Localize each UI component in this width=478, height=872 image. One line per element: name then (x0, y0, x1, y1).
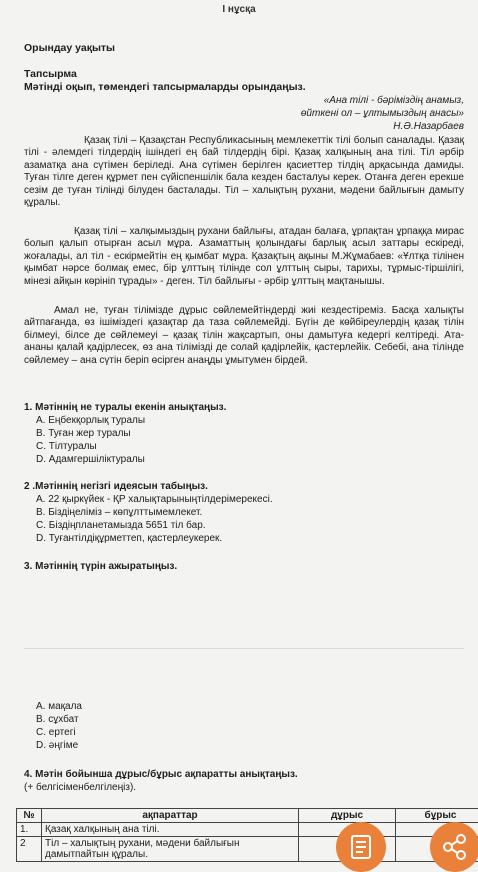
q2-option-b[interactable]: B. Біздіңеліміз – көпұлттымемлекет. (36, 507, 203, 518)
row-number: 2 (17, 837, 42, 862)
q2-option-c[interactable]: C. Біздіңпланетамызда 5651 тіл бар. (36, 520, 206, 531)
question-3-title: 3. Мәтіннің түрін ажыратыңыз. (24, 561, 178, 572)
row-statement: Тіл – халықтың рухани, мәдени байлығын дамытпайтын құралы. (42, 837, 299, 862)
col-header-statements: ақпараттар (42, 809, 299, 823)
table-row (17, 823, 478, 837)
q1-option-c[interactable]: C. Тілтуралы (36, 441, 97, 452)
table-header-row (17, 809, 478, 823)
q3-option-c[interactable]: C. ертегі (36, 727, 76, 738)
col-header-number: № (17, 809, 42, 823)
document-icon (349, 834, 373, 860)
variant-label: I нұсқа (222, 4, 256, 15)
epigraph-line-2: өйткені ол – ұлтымыздың анасы» (300, 108, 464, 119)
document-button[interactable] (336, 822, 386, 872)
epigraph-line-1: «Ана тілі - бәріміздің анамыз, (323, 95, 464, 106)
q1-option-d[interactable]: D. Адамгершіліктуралы (36, 454, 145, 465)
instruction: Мәтінді оқып, төмендегі тапсырмаларды орындаңыз. (24, 81, 306, 93)
paragraph-3: Амал не, туған тілімізде дұрыс сөйлемейтіндерді жиі кездестіреміз. Басқа халықты айтпағанда, өз ішіміздегі қазақтар да таза сөйлемейді. Бүгін де көйбіреулердің қазақ тілін білмеуі, білсе де сөйлемеуі – қазақ тілін жақсартып, оны дамытуға кедергі келтіреді. Ата-ананы қалай қадірлесек, өз ана тілімізді де солай қадірлейік, қастерлейік. Себебі, ана тілінде сөйлемеу – ана сүтін беріп өсірген анаңды ұмытумен бірдей. (24, 305, 464, 366)
time-label: Орындау уақыты (24, 42, 116, 54)
paragraph-1: Қазақ тілі – Қазақстан Республикасының мемлекеттік тілі болып саналады. Қазақ тілі - әлемдегі тілдердің ішіндегі ең бай тілдердің бірі. Қазақ халқының ана тілі. Тіл әрбір азаматқа ана сүтімен беріледі. Ана сүтімен берілген қасиеттер тілдің арқасында дамиды. Туған тілге деген құрмет пен сүйіспеншілік бала кезден басталуы керек. Отанға деген ерекше сезім де туған тілінді білуден басталады. Тіл – халықтың рухани, мәдени байлығын дамыту құралы. (24, 135, 464, 209)
task-label: Тапсырма (24, 68, 77, 80)
share-icon (441, 833, 469, 861)
col-header-true: дұрыс (299, 809, 396, 823)
q2-option-a[interactable]: A. 22 қыркүйек - ҚР халықтарыныңтілдерімерекесі. (36, 494, 273, 505)
paragraph-2: Қазақ тілі – халқымыздың рухани байлығы, атадан балаға, ұрпақтан ұрпаққа мирас болып қалып отырған асыл мұра. Азаматтың қолындағы барлық асыл заттары ескіреді, жоғалады, ал тіл - ескірмейтін ең қымбат мұра. Қазақтың ақыны М.Жұмабаев: «Ұлтқа тілінен қымбат нәрсе болмақ емес, бір ұлттың тілінде сол ұлттың сыры, тарихы, тұрмыс-тіршілігі, мінезі айқын көрініп тұрады» - деген. Тіл байлығы - әрбір ұлттың мақтанышы. (24, 226, 464, 287)
question-4-title: 4. Мәтін бойынша дұрыс/бұрыс ақпаратты анықтаңыз. (24, 769, 298, 780)
q3-option-d[interactable]: D. әңгіме (36, 740, 79, 751)
col-header-false: бұрыс (396, 809, 478, 823)
true-false-table (16, 808, 478, 862)
epigraph-author: Н.Ә.Назарбаев (393, 121, 464, 132)
question-1-title: 1. Мәтіннің не туралы екенін анықтаңыз. (24, 402, 227, 413)
q1-option-b[interactable]: B. Туған жер туралы (36, 428, 131, 439)
q3-option-a[interactable]: A. мақала (36, 701, 82, 712)
share-button[interactable] (430, 822, 478, 872)
row-number: 1. (17, 823, 42, 837)
row-statement: Қазақ халқының ана тілі. (42, 823, 299, 837)
table-row (17, 837, 478, 862)
q3-option-b[interactable]: B. сұхбат (36, 714, 79, 725)
question-4-subtitle: (+ белгісіменбелгілеңіз). (24, 782, 137, 793)
q2-option-d[interactable]: D. Туғантілдіқұрметтеп, қастерлеукерек. (36, 533, 223, 544)
q1-option-a[interactable]: A. Еңбекқорлық туралы (36, 415, 146, 426)
question-2-title: 2 .Мәтіннің негізгі идеясын табыңыз. (24, 481, 208, 492)
answer-area-divider (24, 648, 464, 649)
